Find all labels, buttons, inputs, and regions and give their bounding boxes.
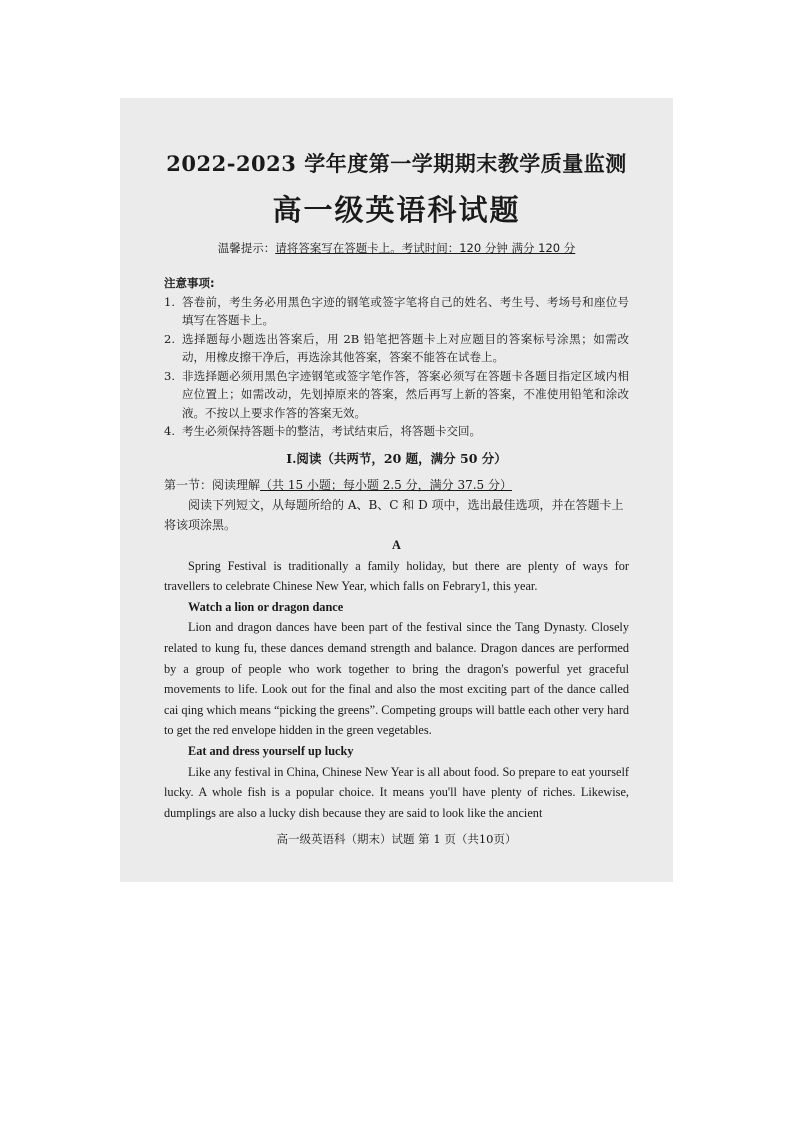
passage-heading: Eat and dress yourself up lucky <box>188 743 354 758</box>
notes-section <box>164 274 629 441</box>
exam-page <box>120 98 673 882</box>
tip-text: 请将答案写在答题卡上。考试时间：120 分钟 满分 120 分 <box>275 241 576 255</box>
notes-item-text: 考生必须保持答题卡的整洁，考试结束后，将答题卡交回。 <box>182 424 481 438</box>
part-info: （共 15 小题；每小题 2.5 分，满分 37.5 分） <box>260 478 512 492</box>
part-instruction: 阅读下列短文，从每题所给的 A、B、C 和 D 项中，选出最佳选项，并在答题卡上将该项涂黑。 <box>164 498 624 532</box>
notes-item <box>164 293 629 330</box>
notes-item <box>164 422 629 441</box>
notes-item-number: 1. <box>164 294 175 309</box>
reading-passage <box>164 535 629 823</box>
exam-tip <box>120 240 673 256</box>
notes-item-number: 3. <box>164 368 175 383</box>
passage-paragraph: Like any festival in China, Chinese New Year is all about food. So prepare to eat yourself lucky. A whole fish is a popular choice. It means you'll have plenty of riches. Likewise, dumplings are also a lucky dish because they are said to look like the ancient <box>164 764 629 820</box>
tip-prefix: 温馨提示： <box>217 241 276 255</box>
notes-item <box>164 330 629 367</box>
notes-item-text: 非选择题必须用黑色字迹钢笔或签字笔作答，答案必须写在答题卡各题目指定区域内相应位置上；如需改动，先划掉原来的答案，然后再写上新的答案，不准使用铅笔和涂改液。不按以上要求作答的答案无效。 <box>182 368 629 420</box>
page-footer: 高一级英语科（期末）试题 第 1 页（共10页） <box>276 832 517 846</box>
passage-intro: Spring Festival is traditionally a family holiday, but there are plenty of ways for travellers to celebrate Chinese New Year, which falls on Febrary1, this year. <box>164 558 629 594</box>
section-title: I.阅读（共两节，20 题，满分 50 分） <box>286 451 507 466</box>
notes-item-number: 2. <box>164 331 175 346</box>
notes-item-text: 选择题每小题选出答案后，用 2B 铅笔把答题卡上对应题目的答案标号涂黑；如需改动，用橡皮擦干净后，再选涂其他答案，答案不能答在试卷上。 <box>182 331 629 364</box>
notes-item-number: 4. <box>164 424 175 438</box>
notes-heading: 注意事项: <box>164 276 215 290</box>
passage-heading: Watch a lion or dragon dance <box>188 599 344 614</box>
exam-subject-title: 高一级英语科试题 <box>272 193 521 227</box>
notes-item-text: 答卷前，考生务必用黑色字迹的钢笔或签字笔将自己的姓名、考生号、考场号和座位号填写在答题卡上。 <box>182 294 629 327</box>
notes-item <box>164 367 629 423</box>
part-label: 第一节：阅读理解 <box>164 478 261 492</box>
passage-paragraph: Lion and dragon dances have been part of the festival since the Tang Dynasty. Closely related to kung fu, these dances demand strength and balance. Dragon dances are performed by a group of people who work together to bring the dragon's powerful yet graceful movements to life. Look out for the final and also the most exciting part of the dance called cai qing which means “picking the greens”. Competing groups will battle each other very hard to get the red envelope hidden in the green vegetables. <box>164 620 629 738</box>
part-header <box>164 475 629 535</box>
part-line <box>164 475 629 495</box>
exam-title: 2022-2023 学年度第一学期期末教学质量监测 <box>166 151 627 176</box>
passage-letter: A <box>392 538 401 552</box>
